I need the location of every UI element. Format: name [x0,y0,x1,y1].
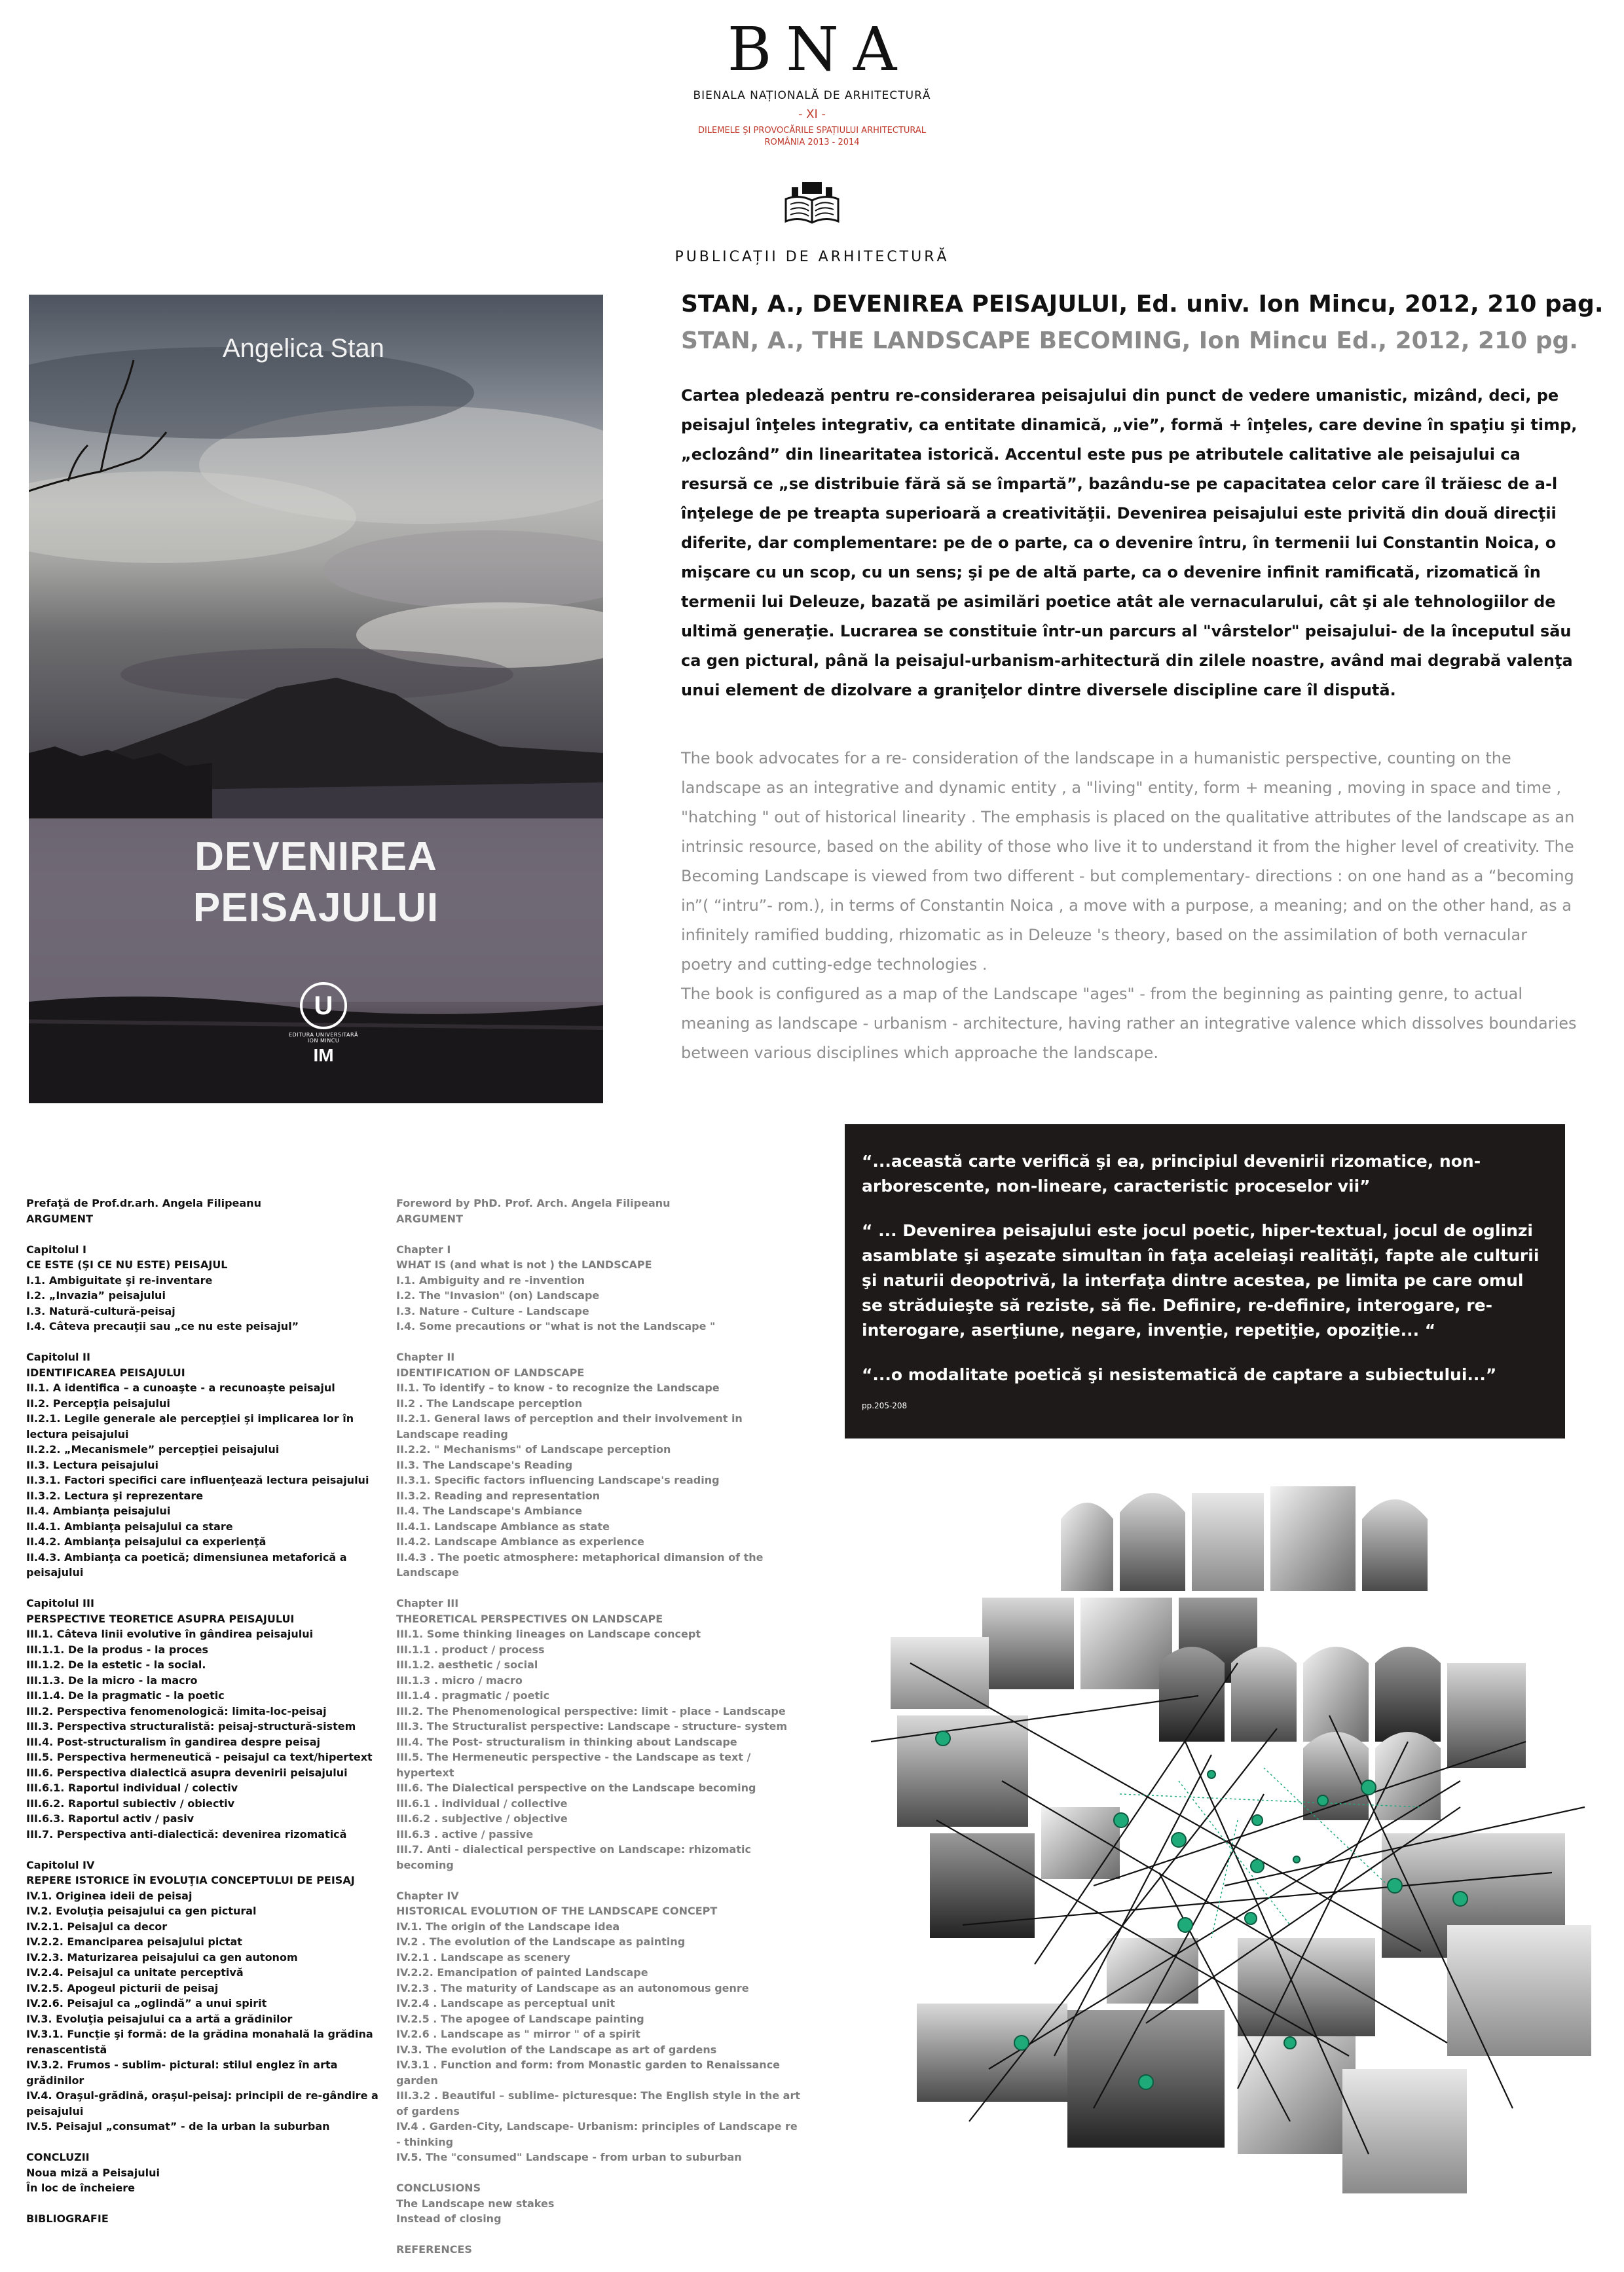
toc-entry: II.4.2. Landscape Ambiance as experience [396,1535,644,1548]
theme-line-2: ROMÂNIA 2013 - 2014 [764,137,860,147]
toc-entry: HISTORICAL EVOLUTION OF THE LANDSCAPE CONCEPT [396,1905,718,1917]
toc-spacer [396,2227,802,2243]
toc-spacer [396,1334,802,1350]
toc-entry: REFERENCES [396,2243,472,2256]
toc-entry: IV.1. The origin of the Landscape idea [396,1920,620,1933]
toc-entry: III.3. The Structuralist perspective: Landscape - structure- system [396,1720,788,1732]
toc-entry: IV.2 . The evolution of the Landscape as painting [396,1935,686,1948]
toc-entry: I.1. Ambiguitate şi re-inventare [26,1273,213,1287]
publisher-mark: IM [313,1045,334,1065]
toc-entry: IDENTIFICATION OF LANDSCAPE [396,1366,585,1379]
toc-entry: BIBLIOGRAFIE [26,2212,109,2225]
cover-title-line-2: PEISAJULUI [193,885,439,931]
toc-entry: II.2.1. Legile generale ale percepţiei şi implicarea lor în lectura peisajului [26,1412,354,1440]
toc-entry: ARGUMENT [396,1212,463,1225]
toc-entry: WHAT IS (and what is not ) the LANDSCAPE [396,1258,652,1271]
toc-entry: IV.3.1 . Function and form: from Monastic garden to Renaissance garden [396,2059,781,2087]
toc-entry: IV.2.2. Emancipation of painted Landscape [396,1966,648,1979]
quote-1: “...această carte verifică şi ea, principiul devenirii rizomatice, non-arborescente, non-lineare, caracteristic proceselor vii” [862,1152,1481,1196]
toc-entry: I.4. Câteva precauţii sau „ce nu este peisajul” [26,1320,299,1332]
toc-entry: Instead of closing [396,2212,502,2225]
toc-entry: REPERE ISTORICE ÎN EVOLUŢIA CONCEPTULUI DE PEISAJ [26,1874,355,1886]
toc-entry: IV.2.6. Peisajul ca „oglindă” a unui spirit [26,1997,267,2009]
toc-entry: I.1. Ambiguity and re -invention [396,1273,585,1287]
toc-entry: II.4.3. Ambianţa ca poetică; dimensiunea metaforică a peisajului [26,1550,347,1579]
toc-entry: III.1.1 . product / process [396,1643,545,1656]
toc-spacer [396,1226,802,1242]
description-english-paragraph-2: The book is configured as a map of the Landscape "ages" - from the beginning as painting genre, to actual meaning as landscape - urbanism - architecture, having rather an integrative valence which dissolves boundaries between various disciplines which approache the landscape. [681,985,1577,1062]
photo-row-paintings-middle [1159,1647,1526,1820]
toc-entry: IV.2.1. Peisajul ca decor [26,1920,168,1933]
book-title-en: STAN, A., THE LANDSCAPE BECOMING, Ion Mincu Ed., 2012, 210 pg. [681,327,1578,354]
toc-entry: III.3. Perspectiva structuralistă: peisaj-structură-sistem [26,1720,356,1732]
toc-spacer [396,1581,802,1596]
toc-entry: II.2.2. „Mecanismele” percepţiei peisajului [26,1443,280,1456]
cover-title [29,832,603,934]
toc-entry: III.1.2. aesthetic / social [396,1658,538,1671]
toc-entry: IV.2.3 . The maturity of Landscape as an autonomous genre [396,1981,749,1994]
toc-entry: CONCLUZII [26,2151,90,2163]
toc-entry: II.2.1. General laws of perception and their involvement in Landscape reading [396,1412,743,1440]
toc-entry: III.1. Some thinking lineages on Landscape concept [396,1628,701,1640]
toc-entry: I.2. The "Invasion" (on) Landscape [396,1289,600,1302]
toc-entry: II.2. Percepţia peisajului [26,1397,170,1410]
toc-spacer [396,2165,802,2181]
toc-entry: Capitolul II [26,1351,90,1363]
toc-entry: Prefaţă de Prof.dr.arh. Angela Filipeanu [26,1197,261,1209]
open-book-icon [783,181,841,227]
toc-entry: II.3.1. Factori specifici care influenţează lectura peisajului [26,1474,369,1486]
toc-entry: II.4.1. Landscape Ambiance as state [396,1520,610,1533]
toc-entry: IV.3. The evolution of the Landscape as art of gardens [396,2043,717,2056]
toc-entry: II.2 . The Landscape perception [396,1397,583,1410]
toc-entry: IV.3.2. Frumos - sublim- pictural: stilul englez în arta grădinilor [26,2059,338,2087]
toc-entry: IV.4. Oraşul-grădină, oraşul-peisaj: principii de re-gândire a peisajului [26,2089,378,2117]
toc-entry: IV.2.6 . Landscape as " mirror " of a spirit [396,2028,640,2040]
table-of-contents-en [396,1196,802,2258]
toc-entry: Chapter IV [396,1889,459,1902]
toc-entry: II.4.1. Ambianţa peisajului ca stare [26,1520,233,1533]
toc-entry: Chapter II [396,1351,455,1363]
toc-entry: III.1. Câteva linii evolutive în gândirea peisajului [26,1628,314,1640]
toc-entry: III.1.3. De la micro - la macro [26,1674,198,1687]
description-romanian: Cartea pledează pentru re-considerarea peisajului din punct de vedere umanistic, mizând, deci, pe peisajul înţeles integrativ, ca entitate dinamică, „vie”, formă + înţeles, care devine în spaţiu şi timp, „eclozând” din linearitatea istorică. Accentul este pus pe atributele calitative ale peisajului ca resursă ce „se distribuie fără să se împartă”, bazându-se pe capacitatea celor care îl trăiesc de a-l înţelege de pe treapta superioară a creativităţii. Devenirea peisajului este privită din două direcţii diferite, dar complementare: pe de o parte, ca o devenire întru, în termenii lui Constantin Noica, o mişcare cu un scop, cu un sens; şi pe de altă parte, ca o devenire infinit ramificată, rizomatică în termenii lui Deleuze, bazată pe asimilări poetice atât ale vernacularului, cât şi ale tehnologiilor de ultimă generaţie. Lucrarea se constituie într-un parcurs al "vârstelor" peisajului- de la începutul său ca gen pictural, până la peisajul-urbanism-arhitectură din zilele noastre, având mai degrabă valenţa unui element de dizolvare a graniţelor dintre diversele discipline care îl dispută. [681,386,1578,699]
toc-entry: III.6. Perspectiva dialectică asupra devenirii peisajului [26,1766,348,1779]
toc-entry: II.3.1. Specific factors influencing Landscape's reading [396,1474,720,1486]
description-english [681,744,1578,1068]
toc-entry: III.5. Perspectiva hermeneutică - peisajul ca text/hipertext [26,1751,373,1763]
toc-entry: II.1. To identify – to know - to recognize the Landscape [396,1382,720,1394]
edition-label: XI [806,107,818,121]
toc-entry: III.1.4. De la pragmatic - la poetic [26,1689,225,1702]
toc-entry: III.7. Perspectiva anti-dialectică: devenirea rizomatică [26,1827,347,1841]
bna-logo: BNA [727,14,912,84]
publisher-logo-icon [284,982,363,1066]
toc-entry: Capitolul III [26,1597,94,1609]
toc-entry: The Landscape new stakes [396,2197,555,2210]
toc-entry: III.6.3 . active / passive [396,1827,534,1841]
toc-entry: I.3. Nature - Culture - Landscape [396,1304,589,1317]
toc-entry: CE ESTE (ŞI CE NU ESTE) PEISAJUL [26,1258,228,1271]
toc-entry: III.6. The Dialectical perspective on the Landscape becoming [396,1782,756,1794]
toc-entry: II.4. Ambianţa peisajului [26,1505,171,1517]
toc-spacer [26,2135,393,2150]
toc-entry: IV.2.1 . Landscape as scenery [396,1951,570,1964]
toc-entry: Capitolul I [26,1243,86,1256]
cover-title-line-1: DEVENIREA [194,834,437,879]
quote-reference: pp.205-208 [862,1401,908,1410]
toc-entry: III.3.2 . Beautiful – sublime- picturesque: The English style in the art of gardens [396,2089,801,2117]
toc-entry: IV.2.5 . The apogee of Landscape painting [396,2012,644,2025]
toc-entry: II.4.2. Ambianţa peisajului ca experienţă [26,1535,267,1548]
quote-2: “ ... Devenirea peisajului este jocul poetic, hiper-textual, jocul de oglinzi asamblate şi aşezate simultan în faţa aceleiaşi realităţi, fapte ale culturii şi naturii deopotrivă, la interfaţa dintre acestea, pe limita pe care omul se străduieşte să reziste, să fie. Definire, re-definire, interogare, re-interogare, aserţiune, negare, invenţie, repetiţie, opoziţie... “ [862,1221,1540,1340]
toc-entry: I.4. Some precautions or "what is not the Landscape " [396,1320,716,1332]
cover-author: Angelica Stan [223,334,384,363]
toc-entry: II.2.2. " Mechanisms" of Landscape perception [396,1443,671,1456]
toc-entry: IV.2.3. Maturizarea peisajului ca gen autonom [26,1951,298,1964]
toc-entry: III.5. The Hermeneutic perspective - the Landscape as text / hypertext [396,1751,751,1779]
biennale-name: BIENALA NAȚIONALĂ DE ARHITECTURĂ [693,89,931,102]
toc-entry: III.6.1. Raportul individual / colectiv [26,1782,238,1794]
toc-entry: II.1. A identifica – a cunoaşte - a recunoaşte peisajul [26,1382,335,1394]
publisher-name: EDITURA UNIVERSITARĂ ION MINCU [288,1032,359,1044]
toc-entry: III.2. Perspectiva fenomenologică: limita-loc-peisaj [26,1704,327,1717]
toc-entry: IV.5. The "consumed" Landscape - from urban to suburban [396,2151,742,2163]
publisher-logo-letter: U [300,982,347,1029]
toc-entry: III.6.2 . subjective / objective [396,1812,568,1825]
quote-3: “...o modalitate poetică şi nesistematică de captare a subiectului...” [862,1365,1497,1384]
toc-entry: II.3.2. Lectura şi reprezentare [26,1489,204,1502]
toc-entry: II.3. The Landscape's Reading [396,1458,573,1471]
toc-entry: IV.1. Originea ideii de peisaj [26,1889,193,1902]
toc-entry: Foreword by PhD. Prof. Arch. Angela Filipeanu [396,1197,671,1209]
edition-dash-left: - [798,107,807,121]
toc-entry: I.2. „Invazia” peisajului [26,1289,166,1302]
toc-entry: III.1.2. De la estetic - la social. [26,1658,206,1671]
toc-entry: III.2. The Phenomenological perspective: limit - place - Landscape [396,1704,786,1717]
toc-entry: Chapter I [396,1243,451,1256]
toc-entry: IDENTIFICAREA PEISAJULUI [26,1366,185,1379]
toc-entry: III.6.2. Raportul subiectiv / obiectiv [26,1797,235,1810]
toc-entry: III.6.3. Raportul activ / pasiv [26,1812,194,1825]
edition-number [0,107,1624,121]
toc-entry: Capitolul IV [26,1858,95,1871]
toc-entry: În loc de încheiere [26,2182,135,2194]
quote-box [845,1124,1565,1438]
book-cover-image [29,295,603,1103]
toc-entry: IV.2.5. Apogeul picturii de peisaj [26,1981,219,1994]
toc-entry: Chapter III [396,1597,459,1609]
description-english-paragraph-1: The book advocates for a re- consideration of the landscape in a humanistic perspective, counting on the landscape as an integrative and dynamic entity , a "living" entity, form + meaning , moving in space and time , "hatching " out of historical linearity . The emphasis is placed on the qualitative attributes of the landscape as an intrinsic resource, based on the ability of those who live it to understand it from the higher level of creativity. The Becoming Landscape is viewed from two different - but complementary- directions : on one hand as a “becoming in”( “intru”- rom.), in terms of Constantin Noica , a move with a purpose, a meaning; and on the other hand, as a infinitely ramified budding, rhizomatic as in Deleuze 's theory, based on the assimilation of both vernacular poetry and cutting-edge technologies . [681,749,1575,974]
toc-spacer [26,1581,393,1596]
section-title: PUBLICAȚII DE ARHITECTURĂ [674,249,950,266]
toc-entry: PERSPECTIVE TEORETICE ASUPRA PEISAJULUI [26,1612,295,1625]
toc-entry: ARGUMENT [26,1212,93,1225]
page-header [0,13,1624,265]
book-title-ro: STAN, A., DEVENIREA PEISAJULUI, Ed. univ. Ion Mincu, 2012, 210 pag. [681,291,1604,318]
toc-entry: CONCLUSIONS [396,2182,481,2194]
toc-entry: II.3. Lectura peisajului [26,1458,158,1471]
rhizome-photo-collage [871,1467,1598,2200]
toc-entry: II.3.2. Reading and representation [396,1489,600,1502]
theme-line-1: DILEMELE ȘI PROVOCĂRILE SPAȚIULUI ARHITECTURAL [697,126,927,136]
toc-spacer [26,1842,393,1858]
toc-entry: I.3. Natură-cultură-peisaj [26,1304,175,1317]
toc-entry: III.7. Anti - dialectical perspective on Landscape: rhizomatic becoming [396,1843,751,1871]
edition-dash-right: - [817,107,826,121]
toc-entry: IV.3. Evoluţia peisajului ca a artă a grădinilor [26,2012,293,2025]
toc-entry: IV.3.1. Funcţie şi formă: de la grădina monahală la grădina renascentistă [26,2028,373,2056]
toc-entry: IV.2.2. Emanciparea peisajului pictat [26,1935,242,1948]
toc-entry: IV.2. Evoluţia peisajului ca gen pictural [26,1905,257,1917]
toc-entry: III.1.1. De la produs - la proces [26,1643,209,1656]
toc-entry: III.4. Post-structuralism în gandirea despre peisaj [26,1735,320,1748]
toc-entry: III.1.4 . pragmatic / poetic [396,1689,550,1702]
toc-entry: THEORETICAL PERSPECTIVES ON LANDSCAPE [396,1612,663,1625]
toc-entry: IV.4 . Garden-City, Landscape- Urbanism: principles of Landscape re - thinking [396,2120,798,2148]
toc-entry: IV.5. Peisajul „consumat” - de la urban la suburban [26,2120,330,2133]
toc-entry: Noua miză a Peisajului [26,2166,160,2179]
table-of-contents-ro [26,1196,393,2227]
toc-entry: IV.2.4 . Landscape as perceptual unit [396,1997,616,2009]
toc-spacer [396,1873,802,1888]
toc-entry: III.6.1 . individual / collective [396,1797,568,1810]
toc-spacer [26,1334,393,1350]
toc-spacer [26,1226,393,1242]
biennale-theme [0,125,1624,148]
toc-entry: III.4. The Post- structuralism in thinking about Landscape [396,1735,737,1748]
toc-entry: IV.2.4. Peisajul ca unitate perceptivă [26,1966,244,1979]
toc-entry: III.1.3 . micro / macro [396,1674,523,1687]
toc-spacer [26,2196,393,2212]
toc-entry: II.4.3 . The poetic atmosphere: metaphorical dimansion of the Landscape [396,1550,764,1579]
toc-entry: II.4. The Landscape's Ambiance [396,1505,582,1517]
